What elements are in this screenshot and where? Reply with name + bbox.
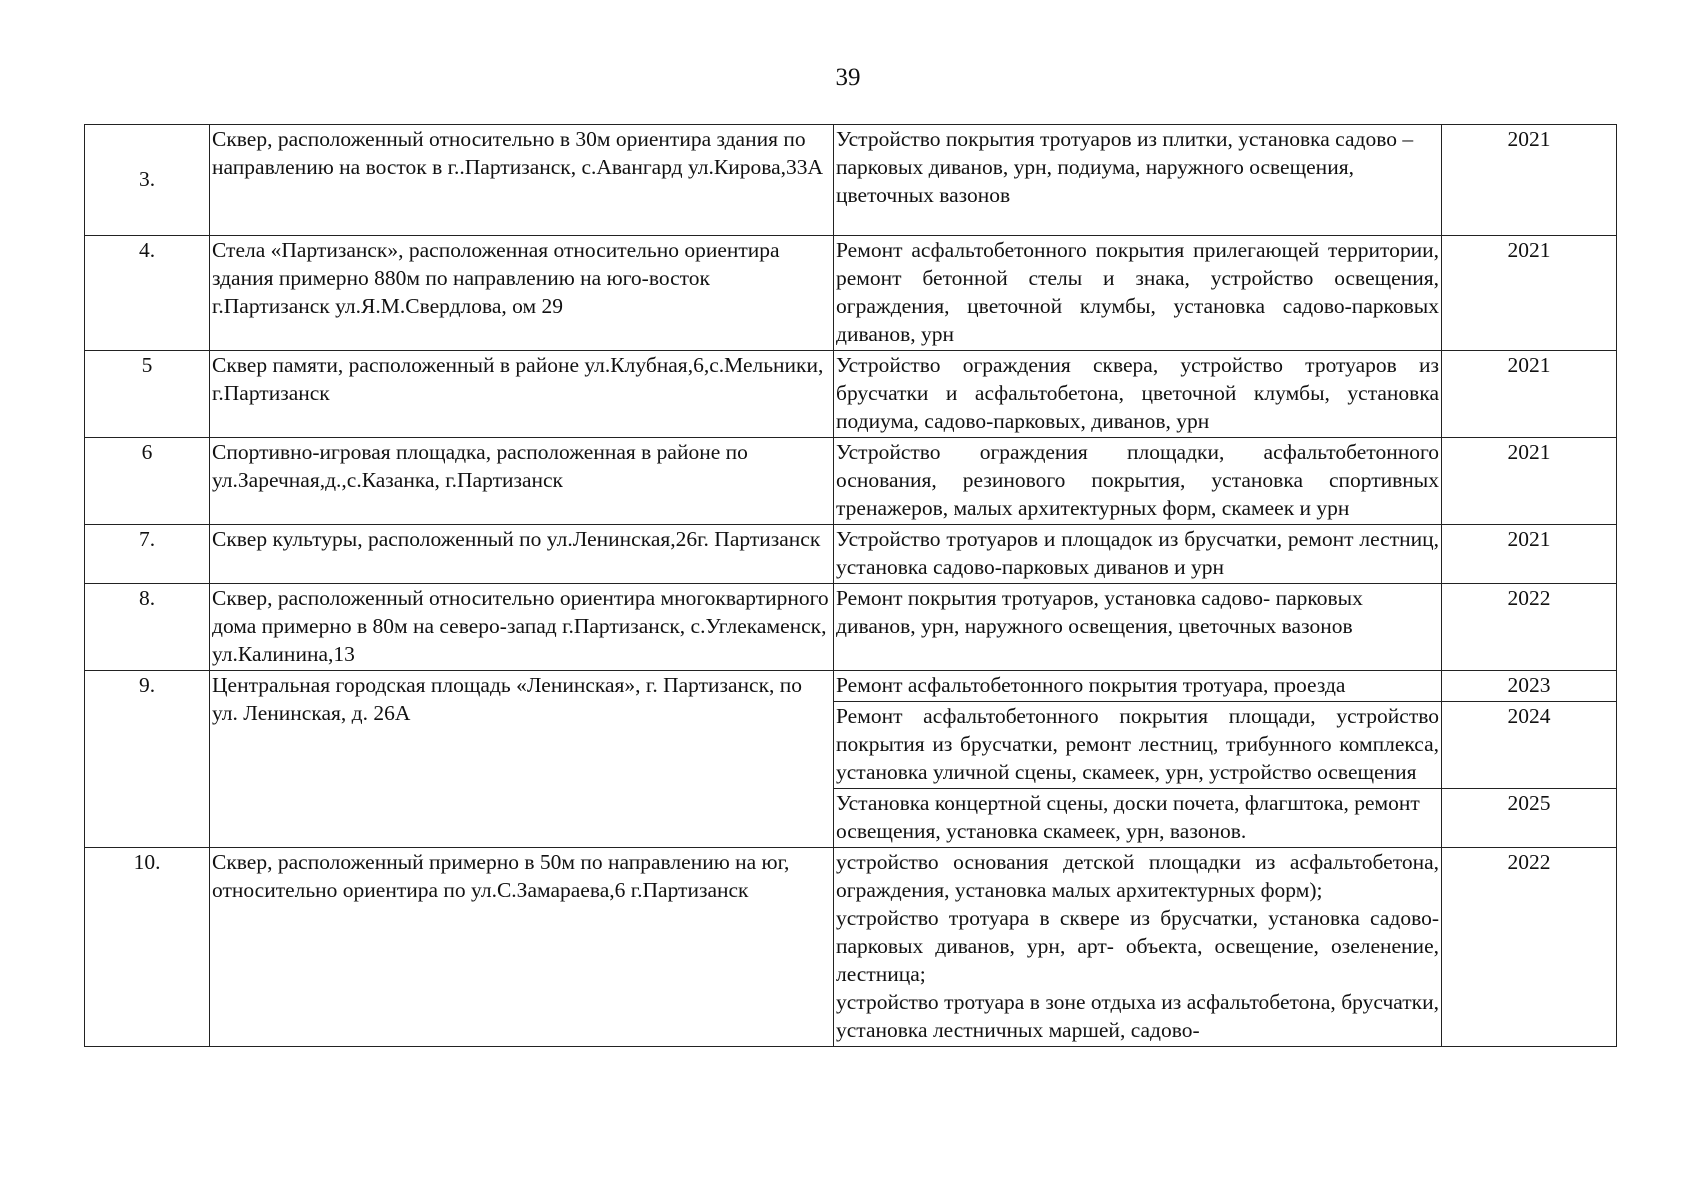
- table-row: [85, 848, 1617, 1047]
- works-description: Ремонт асфальтобетонного покрытия площади, устройство покрытия из брусчатки, ремонт лестниц, трибунного комплекса, установка уличной сцены, скамеек, урн, устройство освещения: [834, 702, 1442, 789]
- year-cell: 2024: [1442, 702, 1617, 789]
- works-description: Ремонт асфальтобетонного покрытия прилегающей территории, ремонт бетонной стелы и знака, устройство освещения, ограждения, цветочной клумбы, установка садово-парковых диванов, урн: [834, 236, 1442, 351]
- works-line: устройство тротуара в зоне отдыха из асфальтобетона, брусчатки, установка лестничных маршей, садово-: [836, 990, 1439, 1042]
- works-description: Устройство тротуаров и площадок из брусчатки, ремонт лестниц, установка садово-парковых диванов и урн: [834, 525, 1442, 584]
- works-description: Ремонт асфальтобетонного покрытия тротуара, проезда: [834, 671, 1442, 702]
- year-cell: 2021: [1442, 525, 1617, 584]
- object-description: Спортивно-игровая площадка, расположенная в районе по ул.Заречная,д.,с.Казанка, г.Партизанск: [210, 438, 834, 525]
- year-cell: 2023: [1442, 671, 1617, 702]
- table-row: [85, 351, 1617, 438]
- year-cell: 2021: [1442, 236, 1617, 351]
- object-description: Сквер памяти, расположенный в районе ул.Клубная,6,с.Мельники, г.Партизанск: [210, 351, 834, 438]
- works-description: Устройство ограждения площадки, асфальтобетонного основания, резинового покрытия, установка спортивных тренажеров, малых архитектурных форм, скамеек и урн: [834, 438, 1442, 525]
- object-description: Сквер, расположенный относительно ориентира многоквартирного дома примерно в 80м на северо-запад г.Партизанск, с.Углекаменск, ул.Калинина,13: [210, 584, 834, 671]
- row-number: 5: [85, 351, 210, 438]
- page-number: 39: [835, 64, 861, 91]
- year-cell: 2021: [1442, 351, 1617, 438]
- works-description: Устройство ограждения сквера, устройство тротуаров из брусчатки и асфальтобетона, цветочной клумбы, установка подиума, садово-парковых, диванов, урн: [834, 351, 1442, 438]
- works-line: устройство основания детской площадки из асфальтобетона, ограждения, установка малых архитектурных форм);: [836, 850, 1439, 902]
- works-line: устройство тротуара в сквере из брусчатки, установка садово-парковых диванов, урн, арт- объекта, освещение, озеленение, лестница;: [836, 906, 1439, 986]
- improvement-objects-table: [84, 124, 1617, 1047]
- table-row: [85, 525, 1617, 584]
- works-description: Устройство покрытия тротуаров из плитки, установка садово – парковых диванов, урн, подиума, наружного освещения, цветочных вазонов: [834, 125, 1442, 236]
- object-description: Сквер, расположенный примерно в 50м по направлению на юг, относительно ориентира по ул.С.Замараева,6 г.Партизанск: [210, 848, 834, 1047]
- year-cell: 2021: [1442, 438, 1617, 525]
- year-cell: 2022: [1442, 848, 1617, 1047]
- row-number: 6: [85, 438, 210, 525]
- object-description: Стела «Партизанск», расположенная относительно ориентира здания примерно 880м по направлению на юго-восток г.Партизанск ул.Я.М.Свердлова, ом 29: [210, 236, 834, 351]
- row-number: 3.: [85, 125, 210, 236]
- row-number: 4.: [85, 236, 210, 351]
- object-description: Центральная городская площадь «Ленинская», г. Партизанск, по ул. Ленинская, д. 26А: [210, 671, 834, 848]
- year-cell: 2022: [1442, 584, 1617, 671]
- works-description: Ремонт покрытия тротуаров, установка садово- парковых диванов, урн, наружного освещения, цветочных вазонов: [834, 584, 1442, 671]
- row-number: 10.: [85, 848, 210, 1047]
- works-description: Установка концертной сцены, доски почета, флагштока, ремонт освещения, установка скамеек, урн, вазонов.: [834, 789, 1442, 848]
- table-row: [85, 438, 1617, 525]
- row-number: 7.: [85, 525, 210, 584]
- year-cell: 2025: [1442, 789, 1617, 848]
- row-number: 9.: [85, 671, 210, 848]
- table-row: [85, 671, 1617, 702]
- row-number: 8.: [85, 584, 210, 671]
- works-description: [834, 848, 1442, 1047]
- object-description: Сквер, расположенный относительно в 30м ориентира здания по направлению на восток в г..Партизанск, с.Авангард ул.Кирова,33А: [210, 125, 834, 236]
- year-cell: 2021: [1442, 125, 1617, 236]
- table-row: [85, 125, 1617, 236]
- object-description: Сквер культуры, расположенный по ул.Ленинская,26г. Партизанск: [210, 525, 834, 584]
- table-row: [85, 236, 1617, 351]
- table-row: [85, 584, 1617, 671]
